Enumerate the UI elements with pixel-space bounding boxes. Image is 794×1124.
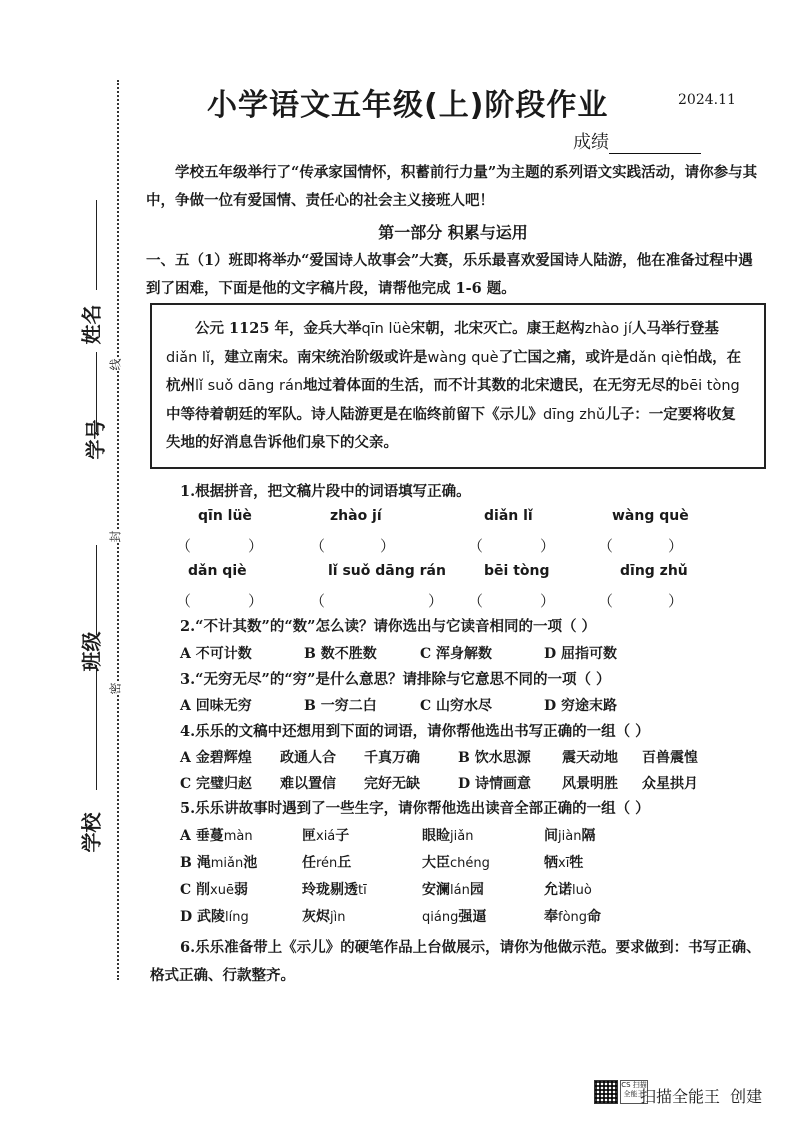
q5-cell-chars-after: 园 [469, 882, 484, 898]
q1-blank-5-open: （ [176, 592, 192, 610]
q5-cell-pinyin: lán [450, 883, 470, 898]
q4-r1-c5: 震天动地 [562, 750, 618, 766]
q5-cell-chars: 牺 [544, 855, 558, 871]
passage-pinyin: dǎn qiè [629, 349, 684, 366]
q2-option-b: B 数不胜数 [304, 646, 377, 662]
q4-r1-c4: B 饮水思源 [458, 750, 531, 766]
q1-pinyin-3: diǎn lǐ [484, 508, 533, 524]
q5-option-cell [544, 825, 595, 845]
q5-option-cell [302, 852, 351, 872]
q5-cell-chars: C 削 [180, 882, 211, 898]
q5-option-cell [544, 879, 592, 899]
page-title: 小学语文五年级(上)阶段作业 [207, 88, 609, 123]
q5-cell-chars-after: 子 [335, 828, 350, 844]
passage-pinyin: lǐ suǒ dāng rán [195, 378, 304, 394]
passage-text-segment: 怕战，在杭州 [166, 348, 742, 394]
intro-paragraph: 学校五年级举行了“传承家国情怀，积蓄前行力量”为主题的系列语文实践活动，请你参与其中，争做一位有爱国情、责任心的社会主义接班人吧！ [146, 164, 758, 209]
q5-cell-chars: 安澜 [422, 882, 450, 898]
q5-cell-chars-after: 命 [587, 909, 602, 925]
q5-stem: 5.乐乐讲故事时遇到了一些生字，请你帮他选出读音全部正确的一组（ ） [180, 800, 650, 817]
q4-r1-c6: 百兽震惶 [642, 750, 698, 766]
passage-text-segment: ，建立南宋。南宋统治阶级或许是 [209, 348, 428, 366]
q4-r2-c4: D 诗情画意 [458, 776, 532, 792]
passage-text-segment: 宋朝，北宋灭亡。康王赵构 [410, 320, 585, 337]
passage-pinyin: diǎn lǐ [166, 349, 210, 366]
q5-cell-pinyin: fòng [558, 910, 588, 925]
q5-cell-chars: 奉 [544, 909, 558, 925]
q5-option-cell [302, 879, 367, 899]
q5-cell-chars-after: 池 [243, 855, 258, 871]
score-field [573, 128, 701, 154]
q1-blank-4-close: ） [668, 537, 684, 555]
q3-option-b: B 一穷二白 [304, 698, 377, 714]
score-blank[interactable] [609, 135, 701, 154]
q5-cell-pinyin: rén [316, 856, 338, 871]
q5-option-cell [302, 906, 345, 926]
q1-stem: 1.根据拼音，把文稿片段中的词语填写正确。 [180, 483, 471, 500]
q3-option-d: D 穷途末路 [544, 698, 618, 714]
q5-cell-chars: 灰烬 [302, 909, 330, 925]
q5-cell-pinyin: xiá [316, 829, 336, 844]
q2-option-c: C 浑身解数 [420, 646, 493, 662]
q1-blank-3-close: ） [540, 537, 556, 555]
q3-option-c: C 山穷水尽 [420, 698, 493, 714]
q1-blank-8-close: ） [668, 592, 684, 610]
q5-cell-pinyin: luò [572, 883, 592, 898]
q5-option-cell [180, 852, 257, 872]
q1-blank-7-open: （ [468, 592, 484, 610]
passage-text-segment: 公元 1125 年，金兵大举 [195, 320, 362, 337]
q5-cell-chars-after: 丘 [337, 855, 352, 871]
q1-blank-8-open: （ [598, 592, 614, 610]
q1-pinyin-5: dǎn qiè [188, 563, 247, 579]
q4-r2-c1: C 完璧归赵 [180, 776, 253, 792]
q4-r1-c3: 千真万确 [364, 750, 420, 766]
passage-pinyin: qīn lüè [361, 321, 411, 337]
passage-text-segment: 地过着体面的生活，而不计其数的北宋遗民，在无穷无尽的 [303, 377, 681, 394]
q1-blank-2-close: ） [380, 537, 396, 555]
q5-option-cell [422, 825, 473, 845]
q1-blank-7-close: ） [540, 592, 556, 610]
q5-cell-pinyin: xī [558, 856, 570, 871]
q1-blank-6-close: ） [428, 592, 444, 610]
q5-cell-chars: 匣 [302, 828, 316, 844]
q5-option-cell [422, 852, 490, 872]
q1-blank-6-open: （ [310, 592, 326, 610]
q1-pinyin-2: zhào jí [330, 508, 382, 524]
class-write-line [96, 545, 97, 635]
passage-box [150, 303, 766, 469]
q5-cell-chars-after: 牲 [569, 855, 584, 871]
q4-r1-c2: 政通人合 [280, 750, 336, 766]
q5-option-cell [544, 852, 583, 872]
q5-option-cell [422, 906, 486, 926]
school-write-line [96, 665, 97, 790]
q5-cell-chars-after: 强逼 [458, 909, 487, 925]
q2-option-d: D 屈指可数 [544, 646, 618, 662]
q5-option-cell [422, 879, 484, 899]
seal-char-feng: 封 [108, 530, 123, 543]
q5-cell-pinyin: jiàn [558, 829, 582, 844]
q1-blank-4-open: （ [598, 537, 614, 555]
q5-cell-chars: D 武陵 [180, 909, 226, 925]
q4-r2-c2: 难以置信 [280, 776, 336, 792]
q5-option-cell [180, 906, 249, 926]
q5-cell-chars-after: 隔 [581, 828, 596, 844]
q5-cell-chars: 大臣 [422, 855, 450, 871]
q5-option-cell [302, 825, 349, 845]
date-text: 2024.11 [678, 92, 736, 108]
score-label: 成绩 [573, 132, 609, 153]
q5-cell-pinyin: jiǎn [450, 829, 474, 844]
q6-stem: 6.乐乐准备带上《示儿》的硬笔作品上台做展示，请你为他做示范。要求做到：书写正确、格式正确、行款整齐。 [150, 939, 761, 984]
passage-text-segment: 中等待着朝廷的军队。诗人陆游更是在临终前留下《示儿》 [166, 405, 543, 423]
q4-r2-c3: 完好无缺 [364, 776, 420, 792]
passage-pinyin: wàng què [427, 349, 499, 366]
q5-cell-chars: A 垂蔓 [180, 828, 224, 844]
q5-option-cell [544, 906, 601, 926]
passage-pinyin: zhào jí [584, 321, 632, 337]
q1-pinyin-1: qīn lüè [198, 508, 252, 524]
q4-stem: 4.乐乐的文稿中还想用到下面的词语，请你帮他选出书写正确的一组（ ） [180, 723, 650, 740]
part1-title: 第一部分 积累与运用 [378, 223, 528, 242]
scanner-watermark-text: 扫描全能王 创建 [640, 1087, 763, 1106]
q1-blank-1-open: （ [176, 537, 192, 555]
section1-heading: 一、五（1）班即将举办“爱国诗人故事会”大赛，乐乐最喜欢爱国诗人陆游，他在准备过程中遇到了困难，下面是他的文字稿片段，请帮他完成 1-6 题。 [146, 252, 753, 297]
q5-cell-chars: 任 [302, 855, 316, 871]
q3-stem: 3.“无穷无尽”的“穷”是什么意思？请排除与它意思不同的一项（ ） [180, 671, 611, 688]
q5-cell-chars: 允诺 [544, 882, 572, 898]
q5-cell-pinyin: tī [358, 883, 367, 898]
q5-cell-chars: 眼睑 [422, 828, 450, 844]
passage-text-segment: 人马举行登基 [631, 320, 719, 337]
q5-option-cell [180, 825, 253, 845]
name-label: 姓名 [79, 304, 104, 345]
q5-cell-pinyin: jìn [330, 910, 346, 925]
name-write-line [96, 200, 97, 290]
q1-pinyin-4: wàng què [612, 508, 689, 524]
student-no-label: 学号 [83, 419, 108, 460]
passage-pinyin: bēi tòng [680, 378, 740, 394]
passage-text-segment: 儿子：一定要将收复失地的好消息告诉他们泉下的父亲。 [166, 405, 736, 451]
seal-char-mi: 密 [108, 682, 123, 695]
q5-cell-pinyin: qiáng [422, 910, 459, 925]
q4-r2-c5: 风景明胜 [562, 776, 618, 792]
q4-r2-c6: 众星拱月 [642, 776, 698, 792]
q1-blank-1-close: ） [248, 537, 264, 555]
q1-pinyin-8: dīng zhǔ [620, 563, 688, 579]
q5-cell-chars: B 渑 [180, 855, 211, 871]
q2-stem: 2.“不计其数”的“数”怎么读？请你选出与它读音相同的一项（ ） [180, 618, 597, 635]
q5-cell-chars: 间 [544, 828, 558, 844]
q5-cell-chars: 玲珑剔透 [302, 882, 358, 898]
q5-cell-pinyin: màn [223, 829, 253, 844]
q1-pinyin-7: bēi tòng [484, 563, 550, 579]
class-label: 班级 [79, 631, 104, 672]
passage-text [166, 315, 750, 458]
q1-pinyin-6: lǐ suǒ dāng rán [328, 563, 446, 579]
seal-char-xian: 线 [108, 358, 123, 371]
camscanner-logo-icon: CS 扫描全能王 [620, 1080, 648, 1104]
q5-cell-pinyin: xuē [210, 883, 234, 898]
passage-text-segment: 了亡国之痛，或许是 [498, 348, 630, 366]
passage-pinyin: dīng zhǔ [543, 406, 606, 423]
q5-option-cell [180, 879, 248, 899]
q3-option-a: A 回味无穷 [180, 698, 252, 714]
q1-blank-3-open: （ [468, 537, 484, 555]
q5-cell-chars-after: 弱 [233, 882, 248, 898]
q5-cell-pinyin: líng [225, 910, 249, 925]
q5-cell-pinyin: miǎn [210, 856, 244, 871]
qr-code-icon [594, 1080, 618, 1104]
school-label: 学校 [79, 812, 104, 853]
q4-r1-c1: A 金碧辉煌 [180, 750, 252, 766]
q1-blank-2-open: （ [310, 537, 326, 555]
q1-blank-5-close: ） [248, 592, 264, 610]
q5-cell-pinyin: chéng [450, 856, 490, 871]
student-no-write-line [96, 352, 97, 432]
q2-option-a: A 不可计数 [180, 646, 252, 662]
